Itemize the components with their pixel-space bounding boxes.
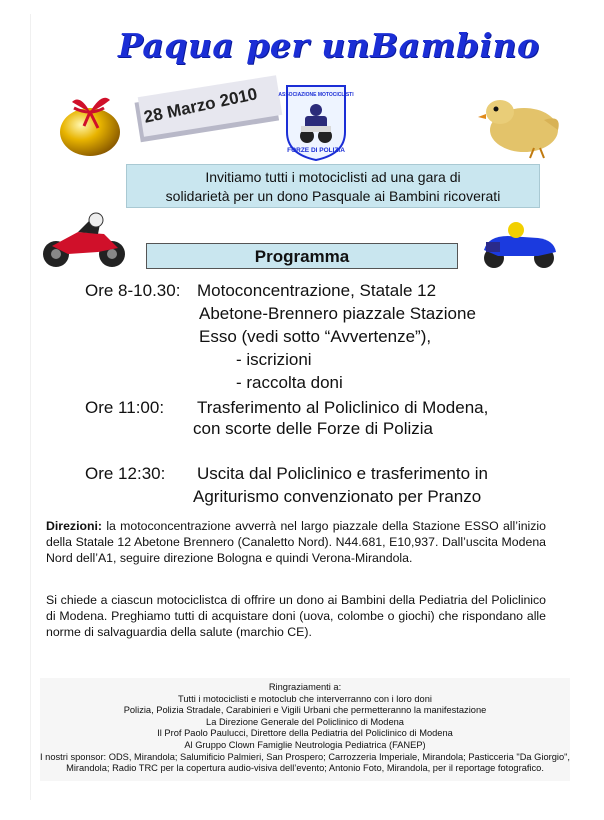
direzioni-label: Direzioni: xyxy=(46,519,103,533)
schedule-line: Abetone-Brennero piazzale Stazione xyxy=(199,304,476,323)
schedule-time-3: Ore 12:30: xyxy=(85,464,166,483)
direzioni-text: la motoconcentrazione avverrà nel largo piazzale della Stazione ESSO all’inizio della Statale 12 Abetone Brennero (Canaletto Nord). N44.681, E10,937. Dall’uscita Modena Nord dell’A1, seguire direzione Bologna e quindi Verona-Mirandola. xyxy=(46,519,546,565)
schedule-line: Motoconcentrazione, Statale 12 xyxy=(197,281,437,300)
chick-icon xyxy=(474,90,570,160)
page-title: Paqua per unBambino xyxy=(118,26,540,65)
schedule-line: Trasferimento al Policlinico di Modena, xyxy=(197,398,489,417)
ringraziamenti-line: Il Prof Paolo Paulucci, Direttore della Pediatria del Policlinico di Modena xyxy=(157,728,453,739)
ringraziamenti-section xyxy=(40,678,570,781)
ringraziamenti-sponsors: I nostri sponsor: ODS, Mirandola; Salumificio Palmieri, San Prospero; Carrozzeria Imperiale, Mirandola; Pasticceria "Da Giorgio", Mirandola; Radio TRC per la copertura audio-visiva dell’evento; Antonio Foto, Mirandola, per il reportage fotografico. xyxy=(40,751,571,774)
schedule-line: Uscita dal Policlinico e trasferimento in xyxy=(197,464,489,483)
ringraziamenti-heading: Ringraziamenti a: xyxy=(268,682,342,692)
richiesta-paragraph: Si chiede a ciascun motociclistca di offrire un dono ai Bambini della Pediatria del Policlinico di Modena. Preghiamo tutti di acquistare doni (uova, colombe o giochi) che rispondano alle norme di salvaguardia della salute (marchio CE). xyxy=(46,593,546,639)
schedule-line: Esso (vedi sotto “Avvertenze”), xyxy=(199,327,432,346)
event-date: 28 Marzo 2010 xyxy=(142,84,259,127)
invite-line-1: Invitiamo tutti i motociclisti ad una gara di xyxy=(205,169,461,185)
schedule-time-1: Ore 8-10.30: xyxy=(85,281,181,300)
ringraziamenti-line: Al Gruppo Clown Famiglie Neutrologia Pediatrica (FANEP) xyxy=(184,739,426,750)
programma-heading: Programma xyxy=(146,243,458,269)
touring-motorcycle-icon xyxy=(478,220,560,270)
golden-egg-icon xyxy=(44,86,134,158)
schedule-line: - iscrizioni xyxy=(236,350,312,369)
schedule-line: Agriturismo convenzionato per Pranzo xyxy=(193,487,482,506)
direzioni-paragraph xyxy=(46,518,546,566)
invite-line-2: solidarietà per un dono Pasquale ai Bambini ricoverati xyxy=(165,188,501,204)
association-logo xyxy=(278,82,354,162)
sport-motorcycle-icon xyxy=(38,210,130,270)
ringraziamenti-line: La Direzione Generale del Policlinico di Modena xyxy=(206,716,404,727)
schedule-line: - raccolta doni xyxy=(236,373,343,392)
invite-box xyxy=(126,164,540,208)
schedule-line: con scorte delle Forze di Polizia xyxy=(193,419,434,438)
schedule-time-2: Ore 11:00: xyxy=(85,398,165,417)
svg-text:ASSOCIAZIONE MOTOCICLISTI: ASSOCIAZIONE MOTOCICLISTI xyxy=(278,92,354,98)
ringraziamenti-line: Polizia, Polizia Stradale, Carabinieri e Vigili Urbani che permetteranno la manifestazione xyxy=(123,705,487,716)
ringraziamenti-line: Tutti i motociclisti e motoclub che interverranno con i loro doni xyxy=(178,693,432,704)
svg-text:FORZE DI POLIZIA: FORZE DI POLIZIA xyxy=(287,147,345,154)
